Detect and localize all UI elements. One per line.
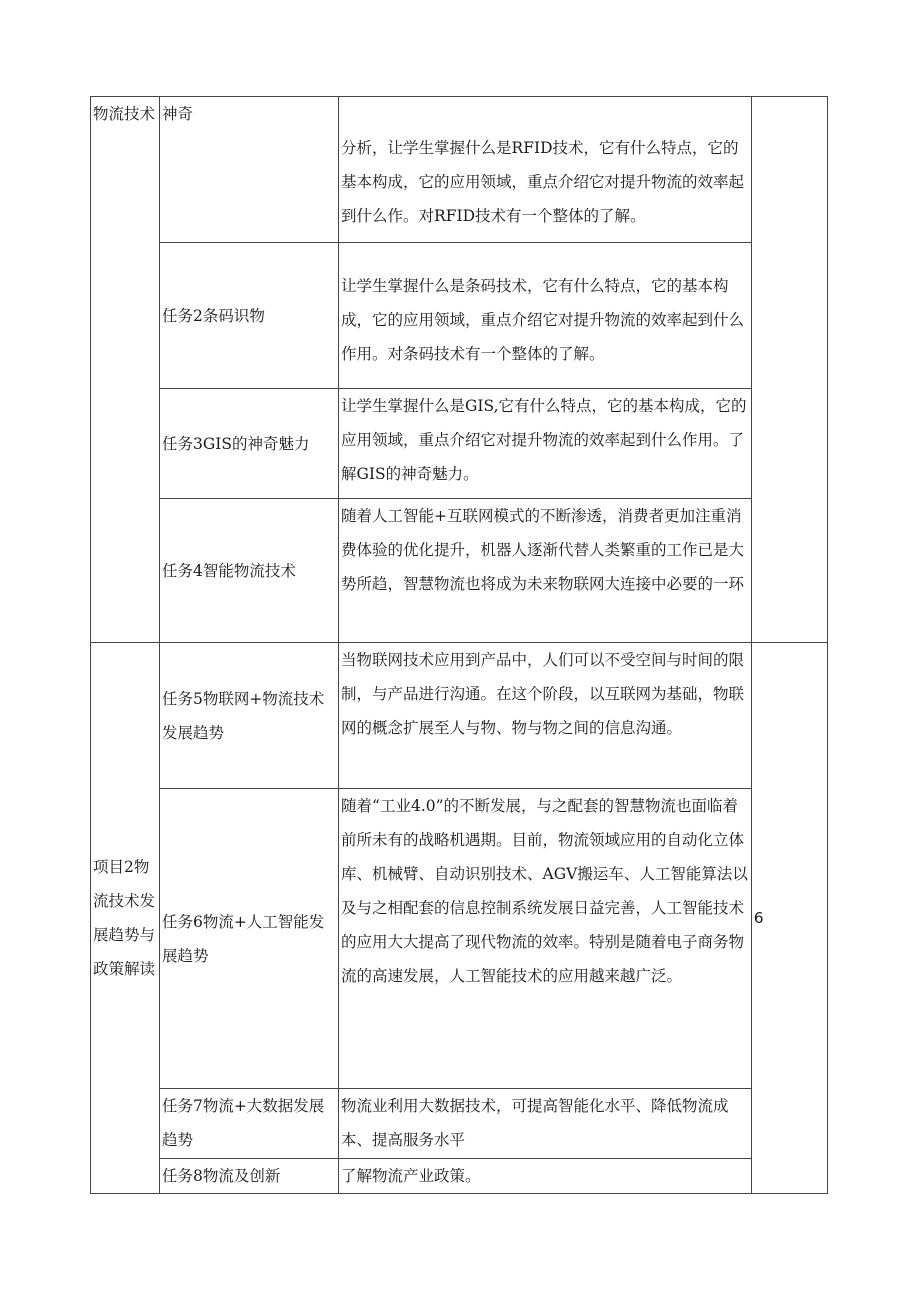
task-name: 任务5物联网+物流技术发展趋势 [161,689,325,742]
table-row [91,243,828,389]
task-cell [159,1159,338,1194]
hours-cell [751,643,827,1194]
table-row [91,789,828,1089]
task-cell [159,643,338,789]
task-name: 任务4智能物流技术 [161,561,296,580]
description-cell [339,389,752,499]
description-cell [339,789,752,1089]
task-cell [159,499,338,643]
task-cell [159,97,338,243]
task-description: 让学生掌握什么是GIS,它有什么特点，它的基本构成，它的应用领域，重点介绍它对提升物流的效率起到什么作用。了解GIS的神奇魅力。 [341,397,747,483]
task-name: 任务8物流及创新 [161,1167,281,1185]
task-name: 任务6物流+人工智能发展趋势 [161,912,325,965]
hours-value: 6 [753,909,764,927]
description-cell [339,97,752,243]
project-cell [91,643,160,1194]
task-cell [159,389,338,499]
description-cell [339,1159,752,1194]
table-row [91,1089,828,1159]
table-row [91,499,828,643]
project-cell [91,97,160,643]
table-row [91,389,828,499]
task-description: 分析，让学生掌握什么是RFID技术，它有什么特点，它的基本构成，它的应用领域，重点介绍它对提升物流的效率起到什么作。对RFID技术有一个整体的了解。 [341,139,745,225]
project-name: 物流技术 [93,105,156,123]
task-cell [159,1089,338,1159]
task-description: 随着人工智能+互联网模式的不断渗透，消费者更加注重消费体验的优化提升，机器人逐渐代替人类繁重的工作已是大势所趋，智慧物流也将成为未来物联网大连接中必要的一环 [341,507,745,593]
task-description: 让学生掌握什么是条码技术，它有什么特点，它的基本构成，它的应用领域，重点介绍它对提升物流的效率起到什么作用。对条码技术有一个整体的了解。 [341,277,745,363]
project-name: 项目2物流技术发展趋势与政策解读 [93,858,156,978]
description-cell [339,499,752,643]
curriculum-table [90,96,828,1194]
task-name: 任务3GIS的神奇魅力 [161,434,310,453]
description-cell [339,643,752,789]
description-cell [339,1089,752,1159]
description-cell [339,243,752,389]
task-name: 任务7物流+大数据发展趋势 [161,1097,325,1149]
task-description: 当物联网技术应用到产品中，人们可以不受空间与时间的限制，与产品进行沟通。在这个阶段，以互联网为基础，物联网的概念扩展至人与物、物与物之间的信息沟通。 [341,651,745,737]
table-row [91,643,828,789]
task-description: 了解物流产业政策。 [341,1167,481,1185]
task-name: 神奇 [161,105,193,123]
table-row [91,1159,828,1194]
task-cell [159,789,338,1089]
task-name: 任务2条码识物 [161,306,265,325]
hours-cell [751,97,827,643]
table-row [91,97,828,243]
task-description: 随着“工业4.0”的不断发展，与之配套的智慧物流也面临着前所未有的战略机遇期。目前，物流领域应用的自动化立体库、机械臂、自动识别技术、AGV搬运车、人工智能算法以及与之相配套的信息控制系统发展日益完善，人工智能技术的应用大大提高了现代物流的效率。特别是随着电子商务物流的高速发展，人工智能技术的应用越来越广泛。 [341,797,748,985]
task-description: 物流业利用大数据技术，可提高智能化水平、降低物流成本、提高服务水平 [341,1097,729,1149]
task-cell [159,243,338,389]
